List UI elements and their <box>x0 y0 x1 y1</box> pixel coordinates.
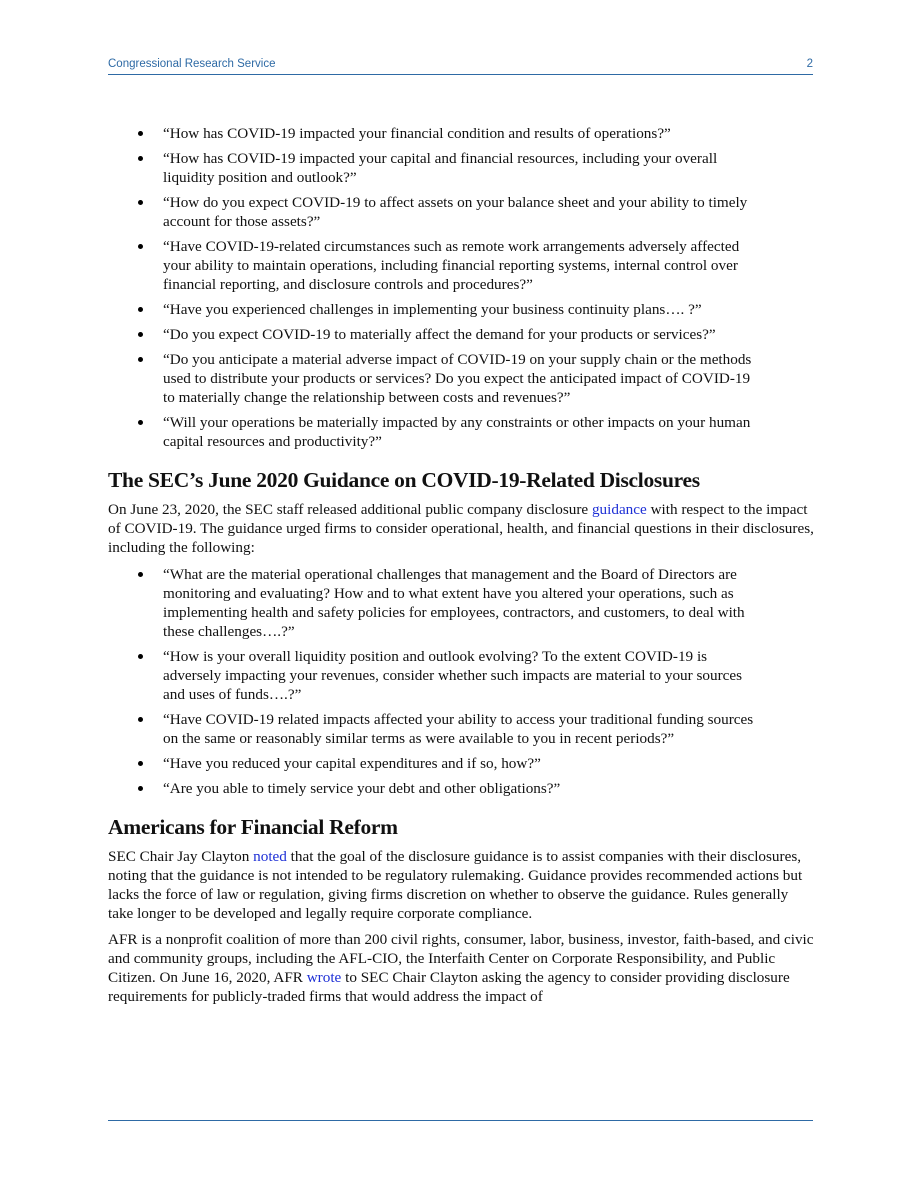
bullet-list-sec-guidance <box>108 565 814 798</box>
list-item: “Have you experienced challenges in implementing your business continuity plans…. ?” <box>108 300 814 319</box>
list-item: “How do you expect COVID-19 to affect assets on your balance sheet and your ability to timely account for those assets?” <box>108 193 814 231</box>
list-item: “Do you expect COVID-19 to materially affect the demand for your products or services?” <box>108 325 814 344</box>
list-item: “Will your operations be materially impacted by any constraints or other impacts on your human capital resources and productivity?” <box>108 413 814 451</box>
list-item: “Have you reduced your capital expenditures and if so, how?” <box>108 754 814 773</box>
list-item: “Are you able to timely service your debt and other obligations?” <box>108 779 814 798</box>
list-item: “Do you anticipate a material adverse impact of COVID-19 on your supply chain or the methods used to distribute your products or services? Do you expect the anticipated impact of COVID-19 to materially change the relationship between costs and revenues?” <box>108 350 814 407</box>
guidance-link[interactable]: guidance <box>591 501 647 518</box>
paragraph: SEC Chair Jay Clayton noted that the goal of the disclosure guidance is to assist companies with their disclosures, noting that the guidance is not intended to be regulatory rulemaking. Guidance provides recommended actions but lacks the force of law or regulation, giving firms discretion on whether to observe the guidance. Rules generally take longer to be developed and legally require corporate compliance. <box>108 848 803 922</box>
header-org: Congressional Research Service <box>108 58 276 70</box>
footer-rule <box>108 1120 813 1121</box>
page-header <box>108 56 813 75</box>
list-item: “How has COVID-19 impacted your financial condition and results of operations?” <box>108 124 814 143</box>
page-number: 2 <box>806 58 813 70</box>
section-heading-sec-guidance: The SEC’s June 2020 Guidance on COVID-19-Related Disclosures <box>108 468 700 492</box>
paragraph: On June 23, 2020, the SEC staff released additional public company disclosure guidance with respect to the impact of COVID-19. The guidance urged firms to consider operational, health, and financial questions in their disclosures, including the following: <box>108 501 814 556</box>
section-heading-afr: Americans for Financial Reform <box>108 815 398 839</box>
list-item: “How is your overall liquidity position and outlook evolving? To the extent COVID-19 is adversely impacting your revenues, consider whether such impacts are material to your sources and uses of funds….?” <box>108 647 814 704</box>
list-item: “Have COVID-19-related circumstances such as remote work arrangements adversely affected your ability to maintain operations, including financial reporting systems, internal control over financial reporting, and disclosure controls and procedures?” <box>108 237 814 294</box>
bullet-list-top <box>108 124 814 451</box>
document-body <box>108 124 814 1013</box>
noted-link[interactable]: noted <box>253 848 287 865</box>
list-item: “What are the material operational challenges that management and the Board of Directors are monitoring and evaluating? How and to what extent have you altered your operations, such as implementing health and safety policies for employees, contractors, and customers, to deal with these challenges….?” <box>108 565 814 641</box>
list-item: “Have COVID-19 related impacts affected your ability to access your traditional funding sources on the same or reasonably similar terms as were available to you in recent periods?” <box>108 710 814 748</box>
wrote-link[interactable]: wrote <box>306 969 342 986</box>
paragraph: AFR is a nonprofit coalition of more than 200 civil rights, consumer, labor, business, investor, faith-based, and civic and community groups, including the AFL-CIO, the Interfaith Center on Corporate Responsibility, and Public Citizen. On June 16, 2020, AFR wrote to SEC Chair Clayton asking the agency to consider providing disclosure requirements for publicly-traded firms that would address the impact of <box>108 931 814 1005</box>
list-item: “How has COVID-19 impacted your capital and financial resources, including your overall liquidity position and outlook?” <box>108 149 814 187</box>
